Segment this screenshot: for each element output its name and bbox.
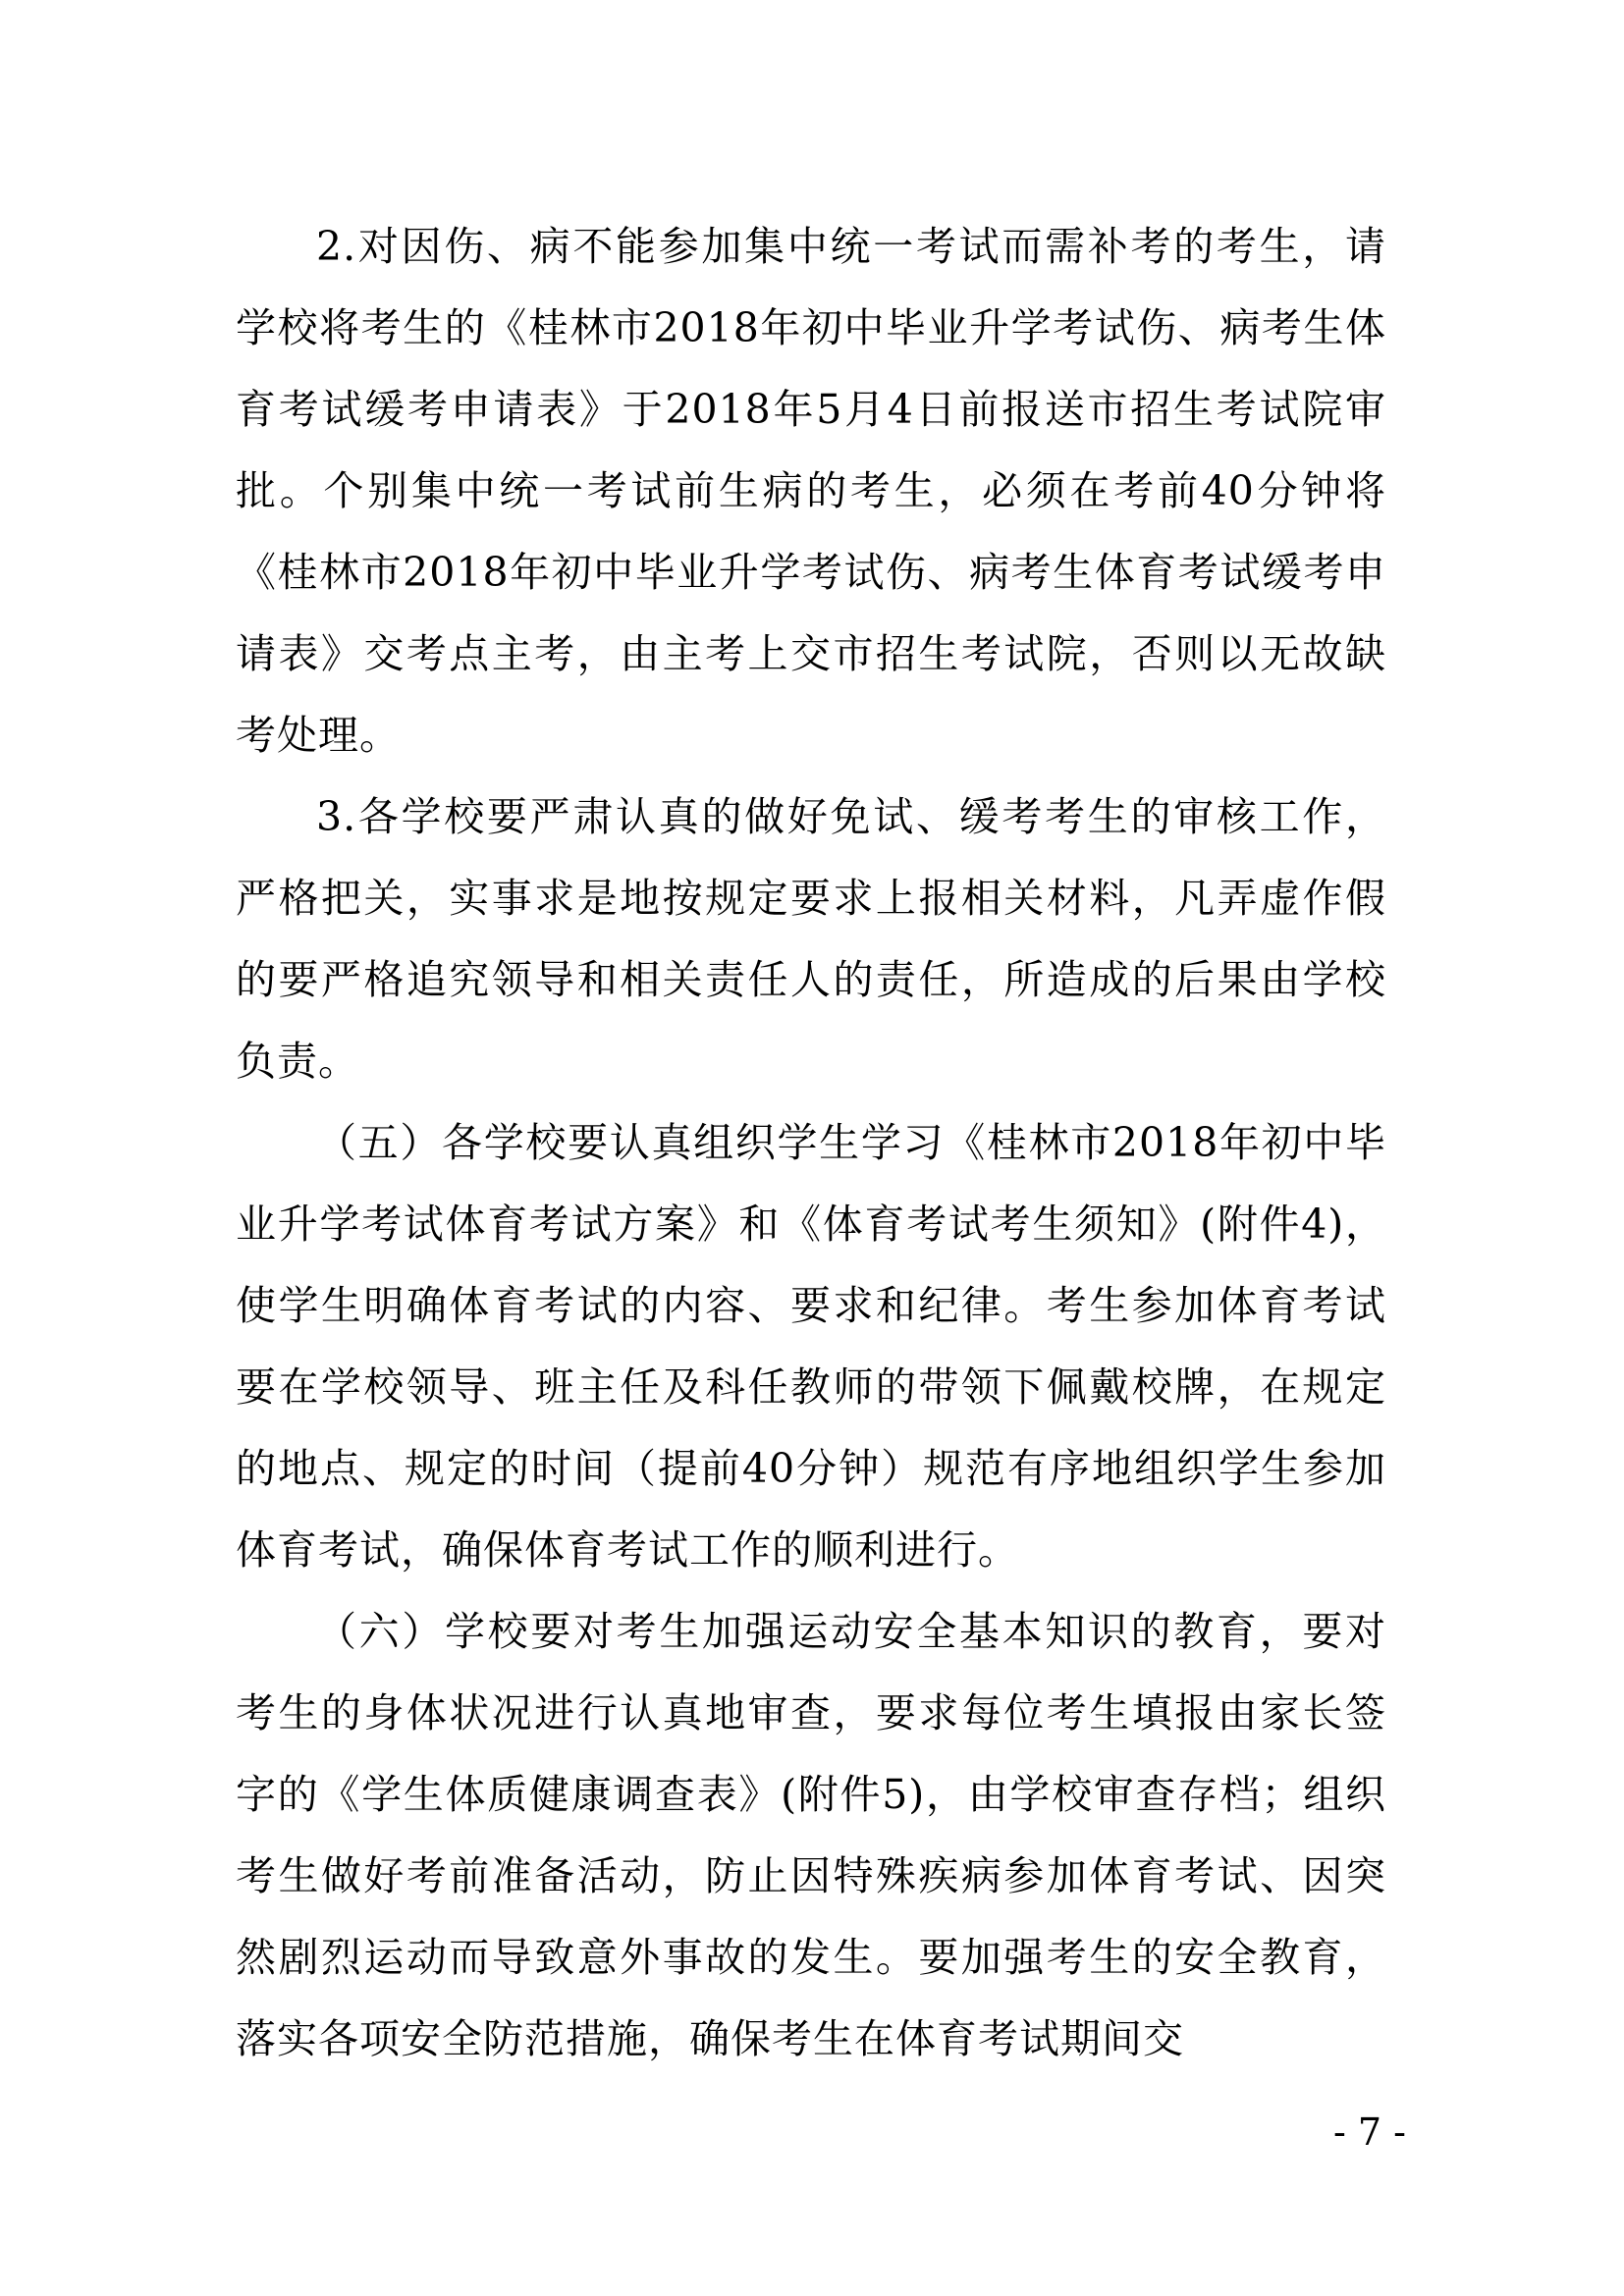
- paragraph-makeup-exam: 2.对因伤、病不能参加集中统一考试而需补考的考生，请学校将考生的《桂林市2018年初中毕业升学考试伤、病考生体育考试缓考申请表》于2018年5月4日前报送市招生考试院审批。个别集中统一考试前生病的考生，必须在考前40分钟将《桂林市2018年初中毕业升学考试伤、病考生体育考试缓考申请表》交考点主考，由主考上交市招生考试院，否则以无故缺考处理。: [236, 223, 1386, 759]
- page-number: - 7 -: [1333, 2110, 1407, 2154]
- paragraph-review-work: 3.各学校要严肃认真的做好免试、缓考考生的审核工作，严格把关，实事求是地按规定要求上报相关材料，凡弄虚作假的要严格追究领导和相关责任人的责任，所造成的后果由学校负责。: [236, 793, 1386, 1085]
- paragraph-section-six: （六）学校要对考生加强运动安全基本知识的教育，要对考生的身体状况进行认真地审查，要求每位考生填报由家长签字的《学生体质健康调查表》(附件5)，由学校审查存档；组织考生做好考前准备活动，防止因特殊疾病参加体育考试、因突然剧烈运动而导致意外事故的发生。要加强考生的安全教育，落实各项安全防范措施，确保考生在体育考试期间交: [236, 1608, 1386, 2062]
- body-text: [236, 206, 1386, 2080]
- paragraph-section-five: （五）各学校要认真组织学生学习《桂林市2018年初中毕业升学考试体育考试方案》和《体育考试考生须知》(附件4)，使学生明确体育考试的内容、要求和纪律。考生参加体育考试要在学校领导、班主任及科任教师的带领下佩戴校牌，在规定的地点、规定的时间（提前40分钟）规范有序地组织学生参加体育考试，确保体育考试工作的顺利进行。: [236, 1119, 1386, 1574]
